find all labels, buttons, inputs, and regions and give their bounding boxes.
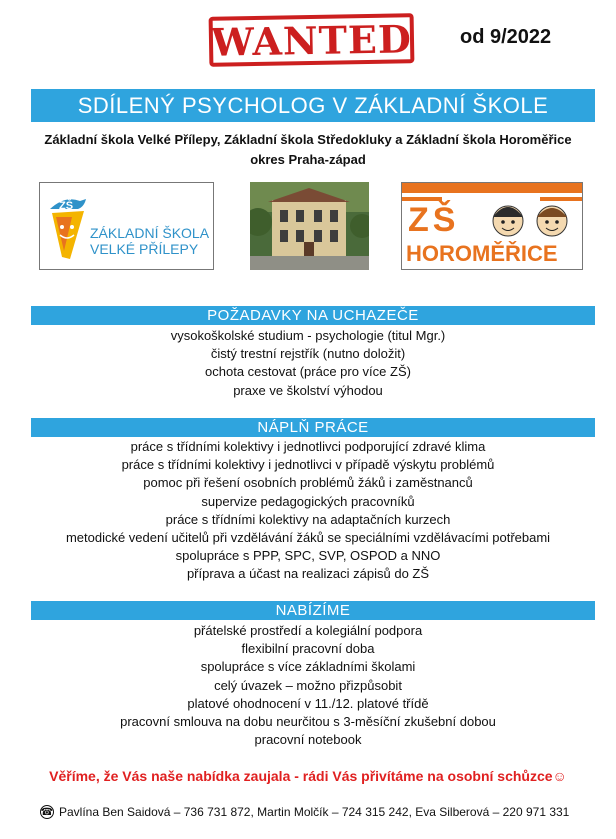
page-title: SDÍLENÝ PSYCHOLOG V ZÁKLADNÍ ŠKOLE	[31, 89, 595, 122]
closing-message: Věříme, že Vás naše nabídka zaujala - rádi Vás přivítáme na osobní schůzce☺	[49, 768, 567, 784]
section-heading-duties: NÁPLŇ PRÁCE	[31, 418, 595, 437]
list-item: práce s třídními kolektivy i jednotlivci v případě výskytu problémů	[121, 457, 495, 473]
list-item: praxe ve školství výhodou	[233, 382, 383, 398]
list-item: pracovní notebook	[254, 732, 362, 748]
offer-list	[0, 622, 616, 749]
list-item: ochota cestovat (práce pro více ZŠ)	[205, 364, 411, 380]
list-item: pomoc při řešení osobních problémů žáků i zaměstnanců	[143, 475, 473, 491]
start-date: od 9/2022	[460, 26, 552, 48]
list-item: spolupráce s PPP, SPC, SVP, OSPOD a NNO	[175, 548, 441, 564]
list-item: metodické vedení učitelů při vzdělávání žáků se speciálními vzdělávacími potřebami	[65, 529, 551, 545]
requirements-list	[0, 327, 616, 400]
list-item: vysokoškolské studium - psychologie (titul Mgr.)	[170, 328, 446, 343]
list-item: čistý trestní rejstřík (nutno doložit)	[210, 346, 406, 362]
wanted-stamp: WANTED	[209, 13, 415, 67]
logo-left-badge: ZŠ	[59, 200, 74, 212]
phone-icon: ☎	[40, 806, 54, 818]
list-item: supervize pedagogických pracovníků	[201, 493, 415, 509]
logo-left-line2: VELKÉ PŘÍLEPY	[90, 241, 199, 257]
logo-left-line1: ZÁKLADNÍ ŠKOLA	[90, 225, 210, 241]
list-item: práce s třídními kolektivy i jednotlivci podporující zdravé klima	[130, 439, 486, 454]
section-heading-requirements: POŽADAVKY NA UCHAZEČE	[31, 306, 595, 325]
logo-horomerice	[401, 182, 583, 270]
district-line: okres Praha-západ	[250, 152, 366, 167]
list-item: pracovní smlouva na dobu neurčitou s 3-měsíční zkušební dobou	[120, 713, 496, 729]
list-item: celý úvazek – možno přizpůsobit	[214, 677, 402, 693]
school-building-icon	[250, 182, 369, 270]
list-item: spolupráce s více základními školami	[200, 659, 416, 675]
schools-line: Základní škola Velké Přílepy, Základní škola Středokluky a Základní škola Horoměřice	[44, 132, 572, 147]
logo-velke-prilepy	[39, 182, 214, 270]
section-heading-offer: NABÍZÍME	[31, 601, 595, 620]
list-item: přátelské prostředí a kolegiální podpora	[193, 623, 423, 638]
list-item: práce s třídními kolektivy na adaptačních kurzech	[165, 511, 451, 527]
logo-right-letters: ZŠ	[408, 201, 460, 239]
logo-right-name: HOROMĚŘICE	[406, 241, 558, 266]
school-building-photo	[250, 182, 369, 270]
duties-list	[0, 438, 616, 584]
list-item: platové ohodnocení v 11./12. platové třídě	[187, 695, 429, 711]
list-item: flexibilní pracovní doba	[241, 641, 375, 657]
contacts-text: Pavlína Ben Saidová – 736 731 872, Martin Molčík – 724 315 242, Eva Silberová – 220 971 331	[59, 805, 570, 819]
contacts-line	[40, 805, 600, 819]
list-item: příprava a účast na realizaci zápisů do ZŠ	[186, 566, 430, 582]
